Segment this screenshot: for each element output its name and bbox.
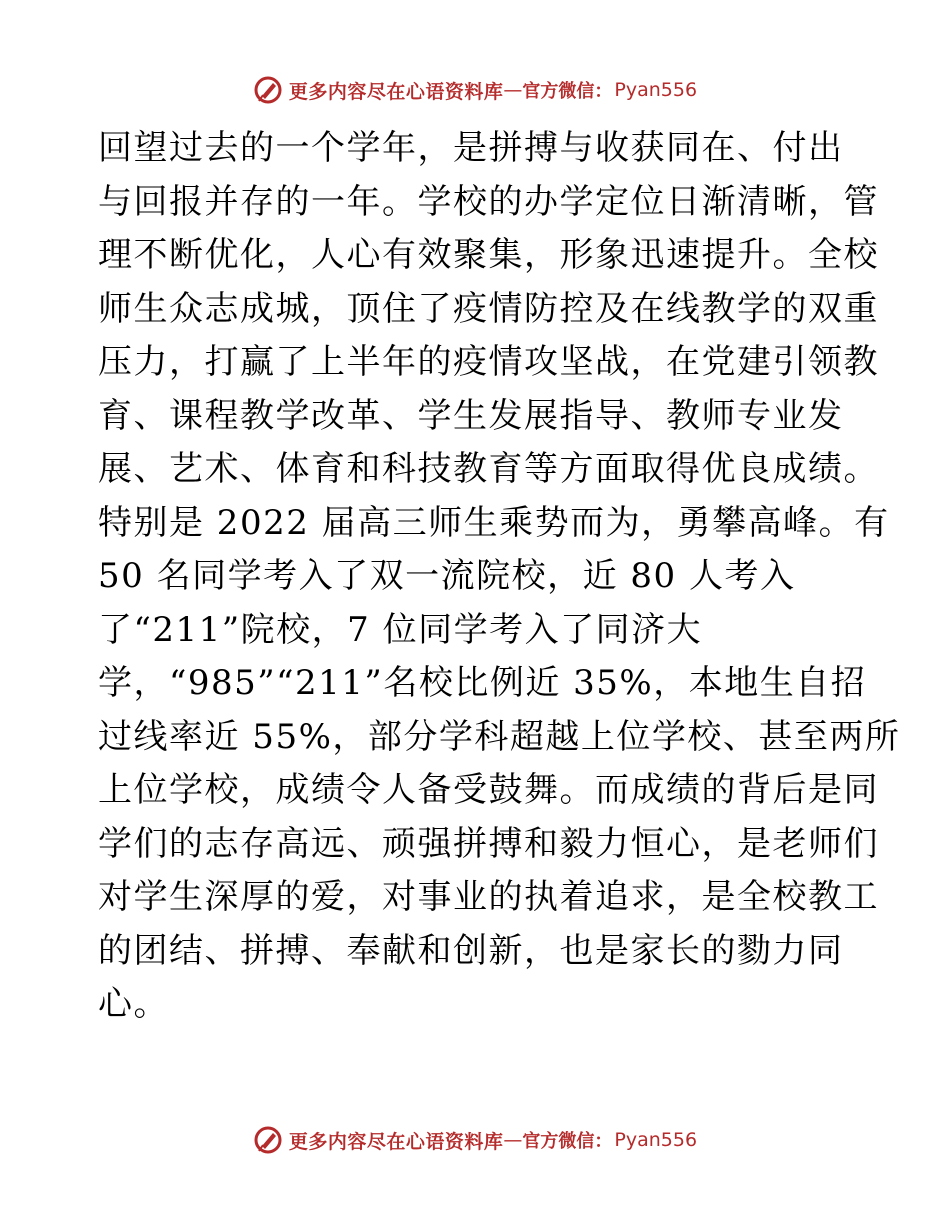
body-line: 对学生深厚的爱，对事业的执着追求，是全校教工: [98, 877, 879, 917]
banner-wechat-label: 官方微信：: [522, 81, 613, 102]
pen-circle-logo-icon: [253, 75, 283, 105]
banner-account: Pyan556: [614, 79, 698, 101]
footer-banner: [0, 1120, 950, 1160]
body-line: 过线率近 55%，部分学科超越上位学校、甚至两所: [98, 716, 901, 757]
banner-wechat-label: 官方微信：: [522, 1131, 613, 1152]
body-line: 学们的志存高远、顽强拼搏和毅力恒心，是老师们: [98, 823, 879, 864]
body-line: 回望过去的一个学年，是拼搏与收获同在、付出: [98, 128, 844, 168]
body-line: 了“211”院校，7 位同学考入了同济大: [98, 609, 703, 650]
body-paragraph: [98, 122, 901, 1032]
body-line: 师生众志成城，顶住了疫情防控及在线教学的双重: [98, 288, 879, 329]
body-line: 50 名同学考入了双一流院校，近 80 人考入: [98, 556, 796, 596]
banner-dash: —: [503, 1129, 523, 1151]
banner-dash: —: [503, 79, 523, 101]
body-line: 的团结、拼搏、奉献和创新，也是家长的勠力同: [98, 930, 844, 971]
body-line: 与回报并存的一年。学校的办学定位日渐清晰，管: [98, 181, 879, 222]
body-line: 展、艺术、体育和科技教育等方面取得优良成绩。: [98, 449, 879, 489]
body-line: 育、课程教学改革、学生发展指导、教师专业发: [98, 395, 844, 436]
header-banner: [0, 70, 950, 110]
pen-circle-logo-icon: [253, 1125, 283, 1155]
body-line: 理不断优化，人心有效聚集，形象迅速提升。全校: [98, 235, 879, 275]
banner-label: 更多内容尽在心语资料库: [288, 80, 504, 103]
banner-account: Pyan556: [614, 1129, 698, 1151]
body-line: 学，“985”“211”名校比例近 35%，本地生自招: [98, 663, 867, 703]
body-line: 特别是 2022 届高三师生乘势而为，勇攀高峰。有: [98, 502, 890, 543]
banner-label: 更多内容尽在心语资料库: [288, 1130, 504, 1153]
body-line: 心。: [98, 984, 169, 1024]
body-line: 上位学校，成绩令人备受鼓舞。而成绩的背后是同: [98, 770, 879, 810]
body-line: 压力，打赢了上半年的疫情攻坚战，在党建引领教: [98, 342, 879, 382]
